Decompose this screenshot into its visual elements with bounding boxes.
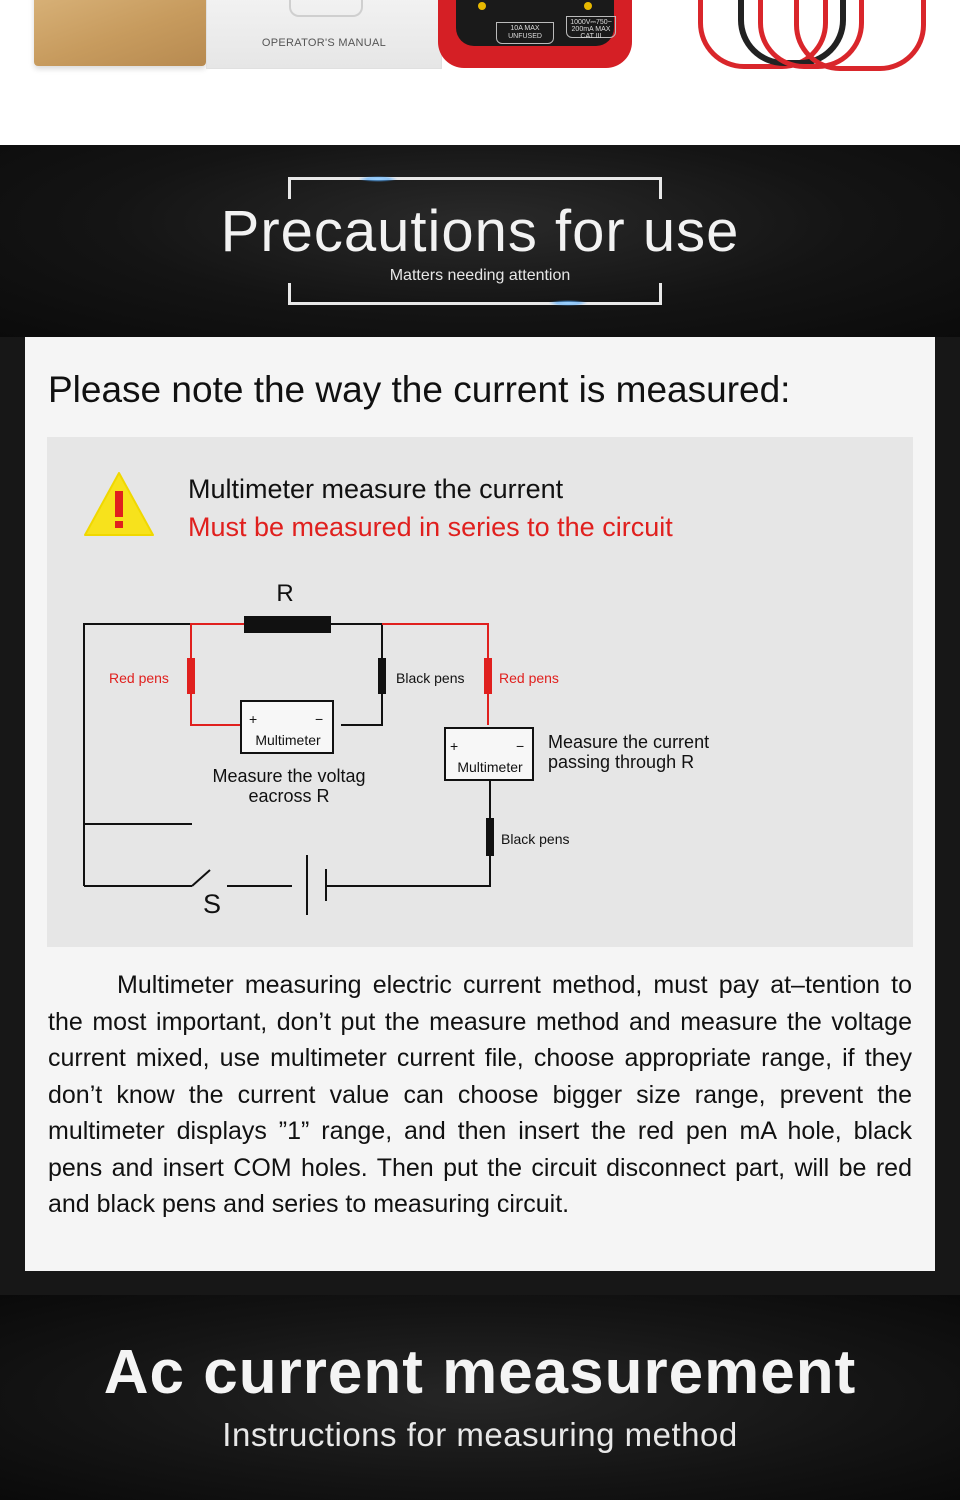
resistor <box>244 616 331 633</box>
manual-label: OPERATOR'S MANUAL <box>261 37 387 49</box>
current-caption-line-2: passing through R <box>548 752 695 772</box>
resistor-label: R <box>276 580 294 607</box>
switch-label: S <box>202 889 222 919</box>
multimeter-minus-sign: − <box>516 738 525 754</box>
precautions-header <box>0 145 960 337</box>
section-heading: Please note the way the current is measured: <box>48 369 791 410</box>
manual-device-sketch <box>289 0 363 17</box>
voltage-caption-line-2: eacross R <box>248 786 330 806</box>
multimeter-label: Multimeter <box>255 732 321 748</box>
ac-current-subtitle: Instructions for measuring method <box>222 1416 738 1453</box>
bracket-glow <box>548 300 588 306</box>
black-pen-probe-left <box>378 658 386 694</box>
black-pen-probe-right <box>486 818 494 856</box>
multimeter-minus-sign: − <box>315 711 324 727</box>
multimeter-image <box>438 0 632 68</box>
precautions-subtitle: Matters needing attention <box>389 267 571 284</box>
right-black-pen-label: Black pens <box>501 831 570 847</box>
multimeter-plus-sign: + <box>249 711 258 727</box>
red-lead-loop <box>794 0 926 71</box>
current-caption-line-1: Measure the current <box>548 732 710 752</box>
header-bracket-top <box>288 177 662 199</box>
circuit-diagram <box>47 437 913 947</box>
product-image-strip <box>0 0 960 145</box>
test-leads-image <box>696 0 920 68</box>
instruction-paragraph: Multimeter measuring electric current method, must pay at–tention to the most important, don’t put the measure method and measure the voltage current mixed, use multimeter current file, choose appropriate range, if they don’t know the current value can choose bigger size range, prevent the multimeter displays ”1” range, and then insert the red pen mA hole, black pens and insert COM holes. Then put the circuit disconnect part, will be red and black pens and series to measuring circuit. <box>48 971 912 1218</box>
content-section <box>0 337 960 1295</box>
meter-port-label-10a: 10A MAX UNFUSED <box>496 22 554 44</box>
circuit-wire <box>84 624 490 886</box>
circuit-diagram-box <box>47 437 913 947</box>
bracket-glow <box>358 176 398 182</box>
warning-line-1: Multimeter measure the current <box>188 474 564 504</box>
port-marker-dot <box>478 2 486 10</box>
red-pen-probe-left <box>187 658 195 694</box>
multimeter-plus-sign: + <box>450 738 459 754</box>
left-black-pen-label: Black pens <box>396 670 465 686</box>
operator-manual-image <box>206 0 442 69</box>
meter-port-label-ma: 1000V⎓750~ 200mA MAX CAT III <box>566 16 616 38</box>
ac-current-header <box>0 1295 960 1500</box>
red-pen-probe-right <box>484 658 492 694</box>
port-marker-dot <box>584 2 592 10</box>
header-bracket-bottom <box>288 283 662 305</box>
ac-current-title: Ac current measurement <box>103 1338 857 1407</box>
packaging-box-image <box>34 0 206 66</box>
left-red-pen-label: Red pens <box>109 670 169 686</box>
voltage-caption-line-1: Measure the voltag <box>212 766 366 786</box>
warning-line-2: Must be measured in series to the circuit <box>188 512 673 542</box>
multimeter-label: Multimeter <box>457 759 523 775</box>
right-red-pen-label: Red pens <box>499 670 559 686</box>
content-panel <box>25 337 935 1271</box>
precautions-title: Precautions for use <box>220 199 740 264</box>
